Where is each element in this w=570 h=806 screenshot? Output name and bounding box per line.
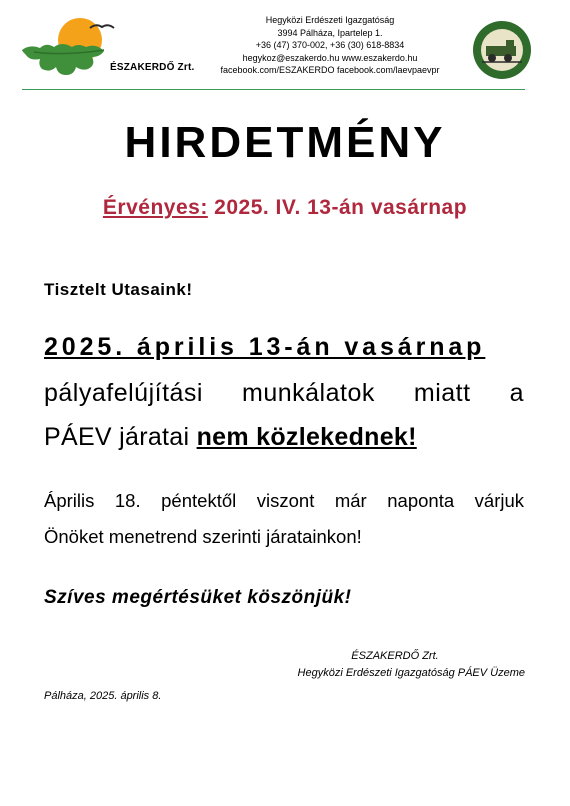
notice-cancellation bbox=[44, 423, 524, 452]
email-website: hegykoz@eszakerdo.hu www.eszakerdo.hu bbox=[242, 52, 418, 63]
notice-cancellation-prefix: PÁEV járatai bbox=[44, 423, 197, 451]
railway-badge-icon bbox=[472, 20, 532, 80]
validity-line bbox=[0, 196, 570, 220]
signature-unit: Hegyközi Erdészeti Igazgatóság PÁEV Üzeme bbox=[297, 667, 525, 679]
header-contact-info bbox=[200, 14, 460, 77]
company-name: ÉSZAKERDŐ Zrt. bbox=[110, 62, 195, 73]
facebook-links: facebook.com/ESZAKERDO facebook.com/laevpaevpr bbox=[220, 65, 440, 75]
greeting: Tisztelt Utasaink! bbox=[44, 280, 193, 299]
place-and-date: Pálháza, 2025. április 8. bbox=[44, 690, 162, 702]
paev-badge-logo bbox=[472, 20, 532, 80]
validity-date: 2025. IV. 13-án vasárnap bbox=[207, 196, 468, 219]
resume-info-line2: Önöket menetrend szerinti járatainkon! bbox=[44, 526, 362, 547]
notice-date: 2025. április 13-án vasárnap bbox=[44, 333, 486, 361]
signature-company: ÉSZAKERDŐ Zrt. bbox=[351, 650, 439, 662]
notice-reason: pályafelújítási munkálatok miatt a bbox=[44, 379, 524, 407]
phone-numbers: +36 (47) 370-002, +36 (30) 618-8834 bbox=[255, 40, 405, 50]
notice-cancellation-emphasis: nem közlekednek! bbox=[196, 423, 417, 451]
address: 3994 Pálháza, Ipartelep 1. bbox=[277, 27, 383, 38]
thanks-line: Szíves megértésüket köszönjük! bbox=[44, 587, 352, 608]
resume-info-line1: Április 18. péntektől viszont már naponta várjuk bbox=[44, 490, 524, 511]
directorate-name: Hegyközi Erdészeti Igazgatóság bbox=[265, 15, 395, 25]
page-title: HIRDETMÉNY bbox=[124, 118, 446, 167]
header-divider bbox=[22, 89, 525, 90]
validity-label: Érvényes: bbox=[102, 196, 208, 219]
